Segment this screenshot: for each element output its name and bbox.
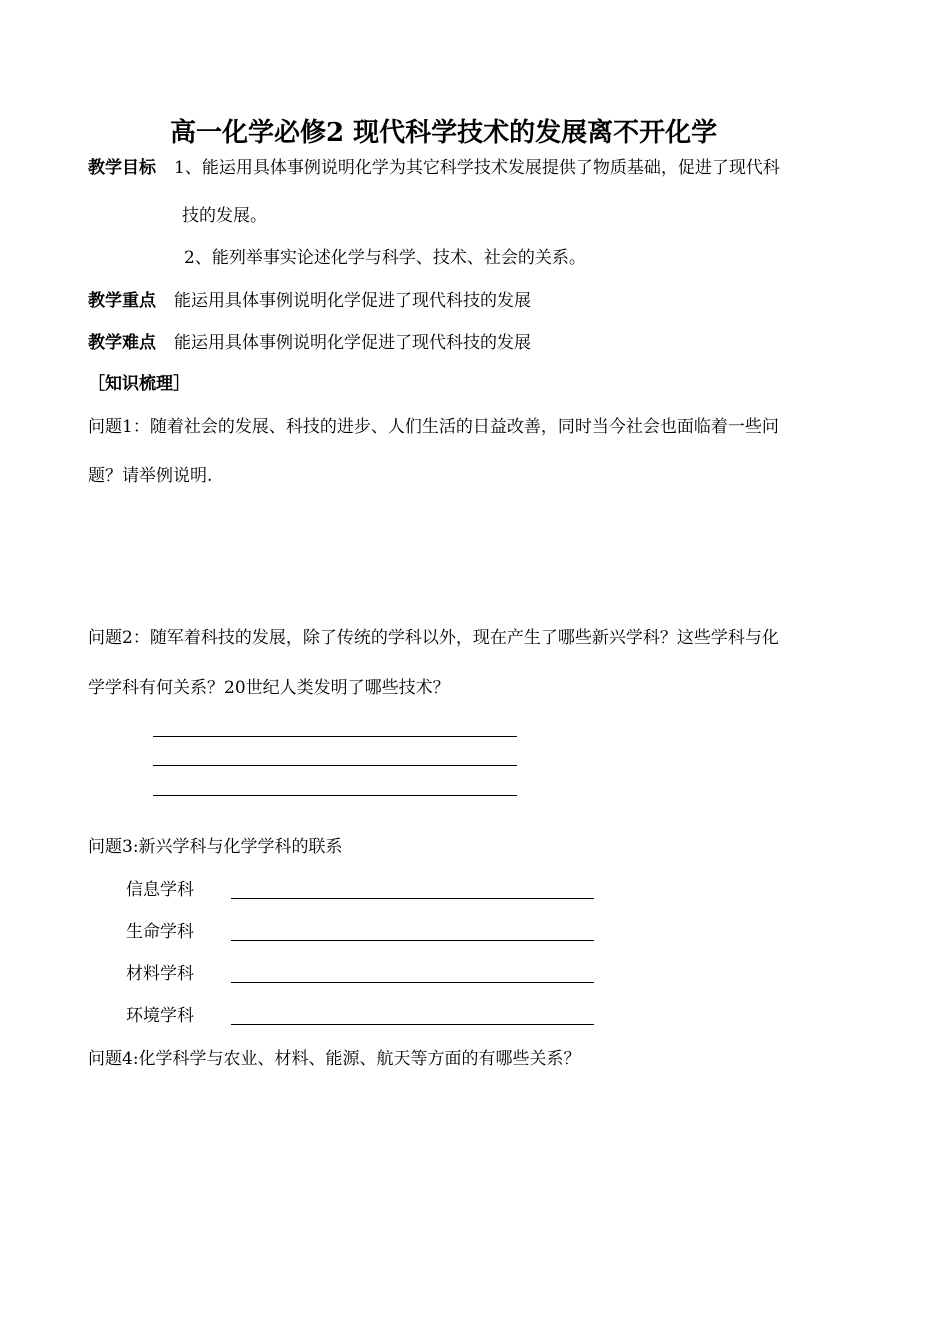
subject-blank-line[interactable] bbox=[231, 898, 594, 899]
page-title: 高一化学必修2 现代科学技术的发展离不开化学 bbox=[170, 118, 718, 148]
question-1-line-1: 问题1：随着社会的发展、科技的进步、人们生活的日益改善，同时当今社会也面临着一些问 bbox=[88, 417, 779, 437]
subject-label-materials: 材料学科 bbox=[126, 964, 194, 984]
subject-label-environment: 环境学科 bbox=[126, 1006, 194, 1026]
objectives-label: 教学目标 bbox=[88, 158, 156, 178]
question-3-heading: 问题3:新兴学科与化学学科的联系 bbox=[88, 837, 343, 857]
subject-label-information: 信息学科 bbox=[126, 880, 194, 900]
question-2-line-1: 问题2：随军着科技的发展，除了传统的学科以外，现在产生了哪些新兴学科？这些学科与化 bbox=[88, 628, 779, 648]
subject-blank-line[interactable] bbox=[231, 940, 594, 941]
question-1-line-2: 题？请举例说明. bbox=[88, 466, 213, 486]
objective-1-line-1: 1、能运用具体事例说明化学为其它科学技术发展提供了物质基础，促进了现代科 bbox=[174, 158, 780, 178]
section-heading: ［知识梳理］ bbox=[88, 374, 190, 394]
key-point-label: 教学重点 bbox=[88, 291, 156, 311]
difficulty-text: 能运用具体事例说明化学促进了现代科技的发展 bbox=[174, 333, 531, 353]
question-2-line-2: 学学科有何关系？20世纪人类发明了哪些技术？ bbox=[88, 678, 450, 698]
objective-2: 2、能列举事实论述化学与科学、技术、社会的关系。 bbox=[184, 248, 586, 268]
answer-blank-line[interactable] bbox=[153, 765, 517, 766]
answer-blank-line[interactable] bbox=[153, 736, 517, 737]
question-4-heading: 问题4:化学科学与农业、材料、能源、航天等方面的有哪些关系？ bbox=[88, 1049, 581, 1069]
objective-1-line-2: 技的发展。 bbox=[182, 206, 267, 226]
subject-blank-line[interactable] bbox=[231, 1024, 594, 1025]
difficulty-label: 教学难点 bbox=[88, 333, 156, 353]
subject-blank-line[interactable] bbox=[231, 982, 594, 983]
key-point-text: 能运用具体事例说明化学促进了现代科技的发展 bbox=[174, 291, 531, 311]
subject-label-life: 生命学科 bbox=[126, 922, 194, 942]
answer-blank-line[interactable] bbox=[153, 795, 517, 796]
